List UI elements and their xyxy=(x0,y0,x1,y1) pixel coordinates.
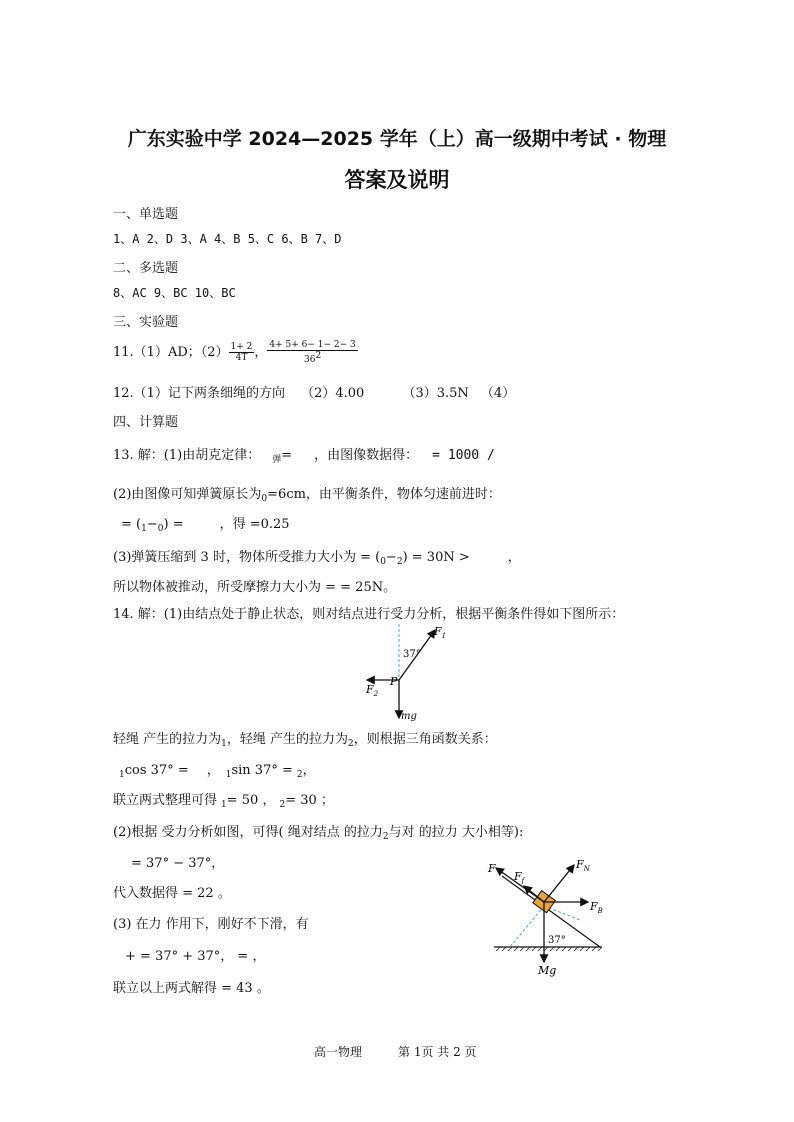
q13-line-2: (2)由图像可知弹簧原长为$_0$=6cm，由平衡条件，物体匀速前进时： xyxy=(113,487,501,504)
f2-label: $F_2$ xyxy=(366,683,379,698)
knot-force-diagram xyxy=(360,622,447,724)
q11-fraction-2 xyxy=(267,340,357,365)
f1-label: $F_1$ xyxy=(434,625,447,640)
section-heading-experiment: 三、实验题 xyxy=(113,315,179,330)
q14-line-6: = 37° − 37°， xyxy=(131,856,225,871)
point-p-label: P xyxy=(390,675,398,688)
q12-answer xyxy=(113,382,515,401)
fn-label: $F_N$ xyxy=(576,858,590,873)
section-heading-single-choice: 一、单选题 xyxy=(113,207,179,222)
q14-line-4: 联立两式整理可得 $_1$= 50 ， $_2$= 30 ； xyxy=(113,793,334,810)
ff-label: $F_f$ xyxy=(514,870,525,885)
q11-frac1-numerator: 1+ 2 xyxy=(230,342,253,352)
mg-label: mg xyxy=(401,711,417,722)
section-heading-multi-choice: 二、多选题 xyxy=(113,261,179,276)
multi-choice-answers: 8、AC 9、BC 10、BC xyxy=(113,286,236,300)
footer-subject: 高一物理 xyxy=(314,1045,363,1059)
f-label: F xyxy=(488,862,496,875)
q14-line-8: (3) 在力 作用下，刚好不下滑，有 xyxy=(113,917,309,932)
q14-line-9: + = 37° + 37°， = ， xyxy=(125,949,266,964)
q14-line-3: $_1$cos 37° = ， $_1$sin 37° = $_2$， xyxy=(119,763,316,780)
q12-part3: （3）3.5N xyxy=(402,386,469,401)
q13-line-3: = $(_1-_0)$ = ，得 =0.25 xyxy=(121,517,290,534)
fb-label: $F_B$ xyxy=(590,900,603,915)
q11-answer xyxy=(113,340,358,365)
mg-weight-label: Mg xyxy=(538,964,557,977)
q12-part2: （2）4.00 xyxy=(301,386,365,401)
q11-frac2-numerator: 4+ 5+ 6− 1− 2− 3 xyxy=(269,340,356,350)
q12-part1: 12.（1）记下两条细绳的方向 xyxy=(113,386,285,401)
page-subtitle: 答案及说明 xyxy=(344,168,450,192)
q11-fraction-1 xyxy=(229,342,255,363)
q14-line-7: 代入数据得 = 22 。 xyxy=(113,886,231,901)
q13-line-1: 13. 解：(1)由胡克定律： $_弹$= ，由图像数据得： = 1000 / xyxy=(113,448,495,465)
q11-prefix: 11.（1）AD；（2） xyxy=(113,345,229,360)
footer-page-number: 第 1页 共 2 页 xyxy=(398,1045,477,1059)
angle-label: 37° xyxy=(403,649,421,660)
q14-line-5: (2)根据 受力分析如图，可得( 绳对结点 的拉力$_2$与对 的拉力 大小相等): xyxy=(113,825,524,842)
single-choice-answers: 1、A 2、D 3、A 4、B 5、C 6、B 7、D xyxy=(113,232,342,246)
q12-part4: （4） xyxy=(480,386,516,401)
q11-frac1-denominator: 4T xyxy=(235,353,248,363)
q13-line-4: (3)弹簧压缩到 3 时，物体所受推力大小为 = $(_0-_2) = 30N$ > ， xyxy=(113,550,521,567)
q14-line-10: 联立以上两式解得 = 43 。 xyxy=(113,981,270,996)
force-fn-arrow xyxy=(544,865,574,902)
q11-sep: ， xyxy=(254,345,268,360)
q11-frac2-denominator: $36^2$ xyxy=(304,351,322,365)
dashed-normal-line xyxy=(510,906,544,947)
q14-line-1: 14. 解：(1)由结点处于静止状态，则对结点进行受力分析，根据平衡条件得如下图所示： xyxy=(113,607,625,622)
q13-line-5: 所以物体被推动，所受摩擦力大小为 = = 25N。 xyxy=(113,580,397,595)
incline-angle-label: 37° xyxy=(548,935,566,946)
section-heading-calculation: 四、计算题 xyxy=(113,415,179,430)
page-title: 广东实验中学 2024—2025 学年（上）高一级期中考试 · 物理 xyxy=(127,128,667,150)
incline-force-diagram xyxy=(482,850,614,980)
q14-line-2: 轻绳 产生的拉力为$_1$，轻绳 产生的拉力为$_2$，则根据三角函数关系： xyxy=(113,732,497,749)
